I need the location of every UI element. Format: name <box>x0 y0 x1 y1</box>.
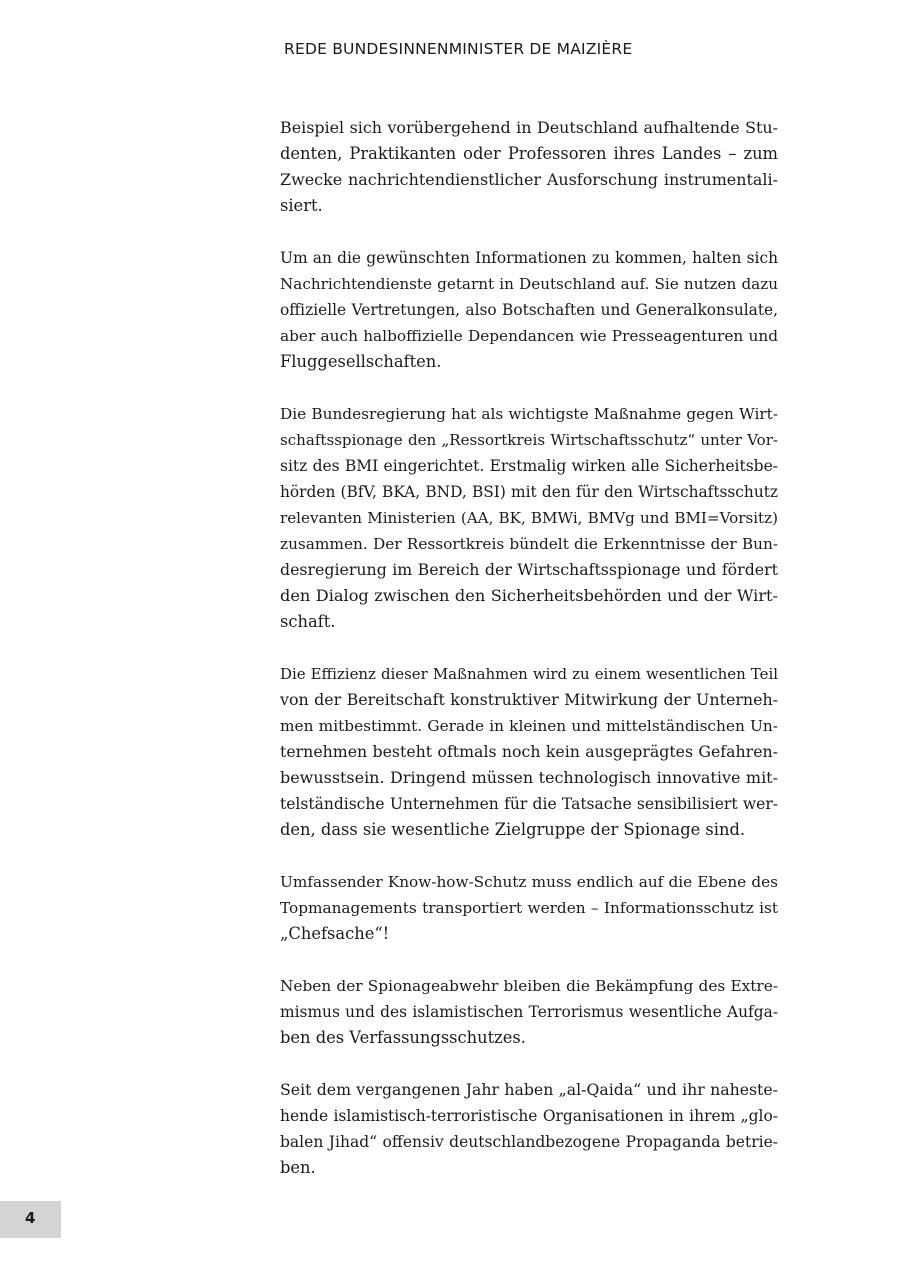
text-line: Neben der Spionageabwehr bleiben die Bekämpfung des Extre- <box>280 977 778 995</box>
text-line: ternehmen besteht oftmals noch kein ausgeprägtes Gefahren- <box>280 742 778 761</box>
text-line: den, dass sie wesentliche Zielgruppe der Spionage sind. <box>280 820 746 839</box>
paragraph <box>280 661 778 843</box>
text-line: men mitbestimmt. Gerade in kleinen und mittelständischen Un- <box>280 717 778 735</box>
page-number: 4 <box>25 1209 36 1227</box>
text-line: mismus und des islamistischen Terrorismus wesentliche Aufga- <box>280 1003 778 1021</box>
text-line: offizielle Vertretungen, also Botschaften und Generalkonsulate, <box>280 301 778 319</box>
text-line: schaft. <box>280 612 336 631</box>
text-line: ben. <box>280 1158 316 1177</box>
text-line: telständische Unternehmen für die Tatsache sensibilisiert wer- <box>280 795 778 813</box>
text-line: bewusstsein. Dringend müssen technologisch innovative mit- <box>280 768 778 787</box>
text-line: Um an die gewünschten Informationen zu kommen, halten sich <box>280 249 778 267</box>
text-line: balen Jihad“ offensiv deutschlandbezogene Propaganda betrie- <box>280 1133 778 1151</box>
text-line: aber auch halboffizielle Dependancen wie Presseagenturen und <box>280 327 778 345</box>
paragraph <box>280 973 778 1051</box>
text-line: „Chefsache“! <box>280 924 390 943</box>
text-line: Umfassender Know-how-Schutz muss endlich auf die Ebene des <box>280 873 778 891</box>
text-line: Topmanagements transportiert werden – Informationsschutz ist <box>280 899 778 917</box>
paragraph <box>280 401 778 635</box>
text-line: schaftsspionage den „Ressortkreis Wirtschaftsschutz“ unter Vor- <box>280 431 778 449</box>
paragraph <box>280 1077 778 1181</box>
running-header: REDE BUNDESINNENMINISTER DE MAIZIÈRE <box>284 40 633 58</box>
paragraph <box>280 115 778 219</box>
text-line: siert. <box>280 196 323 215</box>
text-line: Beispiel sich vorübergehend in Deutschland aufhaltende Stu- <box>280 118 778 137</box>
text-line: hende islamistisch-terroristische Organisationen in ihrem „glo- <box>280 1107 778 1125</box>
text-line: desregierung im Bereich der Wirtschaftsspionage und fördert <box>280 560 778 579</box>
text-line: Die Bundesregierung hat als wichtigste Maßnahme gegen Wirt- <box>280 405 778 423</box>
text-line: Die Effizienz dieser Maßnahmen wird zu einem wesentlichen Teil <box>280 665 778 683</box>
text-line: Nachrichtendienste getarnt in Deutschland auf. Sie nutzen dazu <box>280 275 778 293</box>
text-line: sitz des BMI eingerichtet. Erstmalig wirken alle Sicherheitsbe- <box>280 457 778 475</box>
text-line: Fluggesellschaften. <box>280 352 442 371</box>
paragraph <box>280 245 778 375</box>
text-line: den Dialog zwischen den Sicherheitsbehörden und der Wirt- <box>280 586 778 605</box>
body-text <box>280 115 778 1207</box>
text-line: denten, Praktikanten oder Professoren ihres Landes – zum <box>280 144 778 163</box>
text-line: Zwecke nachrichtendienstlicher Ausforschung instrumentali- <box>280 170 778 189</box>
paragraph <box>280 869 778 947</box>
text-line: von der Bereitschaft konstruktiver Mitwirkung der Unterneh- <box>280 690 778 709</box>
text-line: Seit dem vergangenen Jahr haben „al-Qaida“ und ihr naheste- <box>280 1080 778 1099</box>
text-line: zusammen. Der Ressortkreis bündelt die Erkenntnisse der Bun- <box>280 535 778 553</box>
text-line: hörden (BfV, BKA, BND, BSI) mit den für den Wirtschaftsschutz <box>280 483 778 501</box>
page-number-tab <box>0 1201 61 1238</box>
text-line: relevanten Ministerien (AA, BK, BMWi, BMVg und BMI=Vorsitz) <box>280 509 778 527</box>
text-line: ben des Verfassungsschutzes. <box>280 1028 526 1047</box>
